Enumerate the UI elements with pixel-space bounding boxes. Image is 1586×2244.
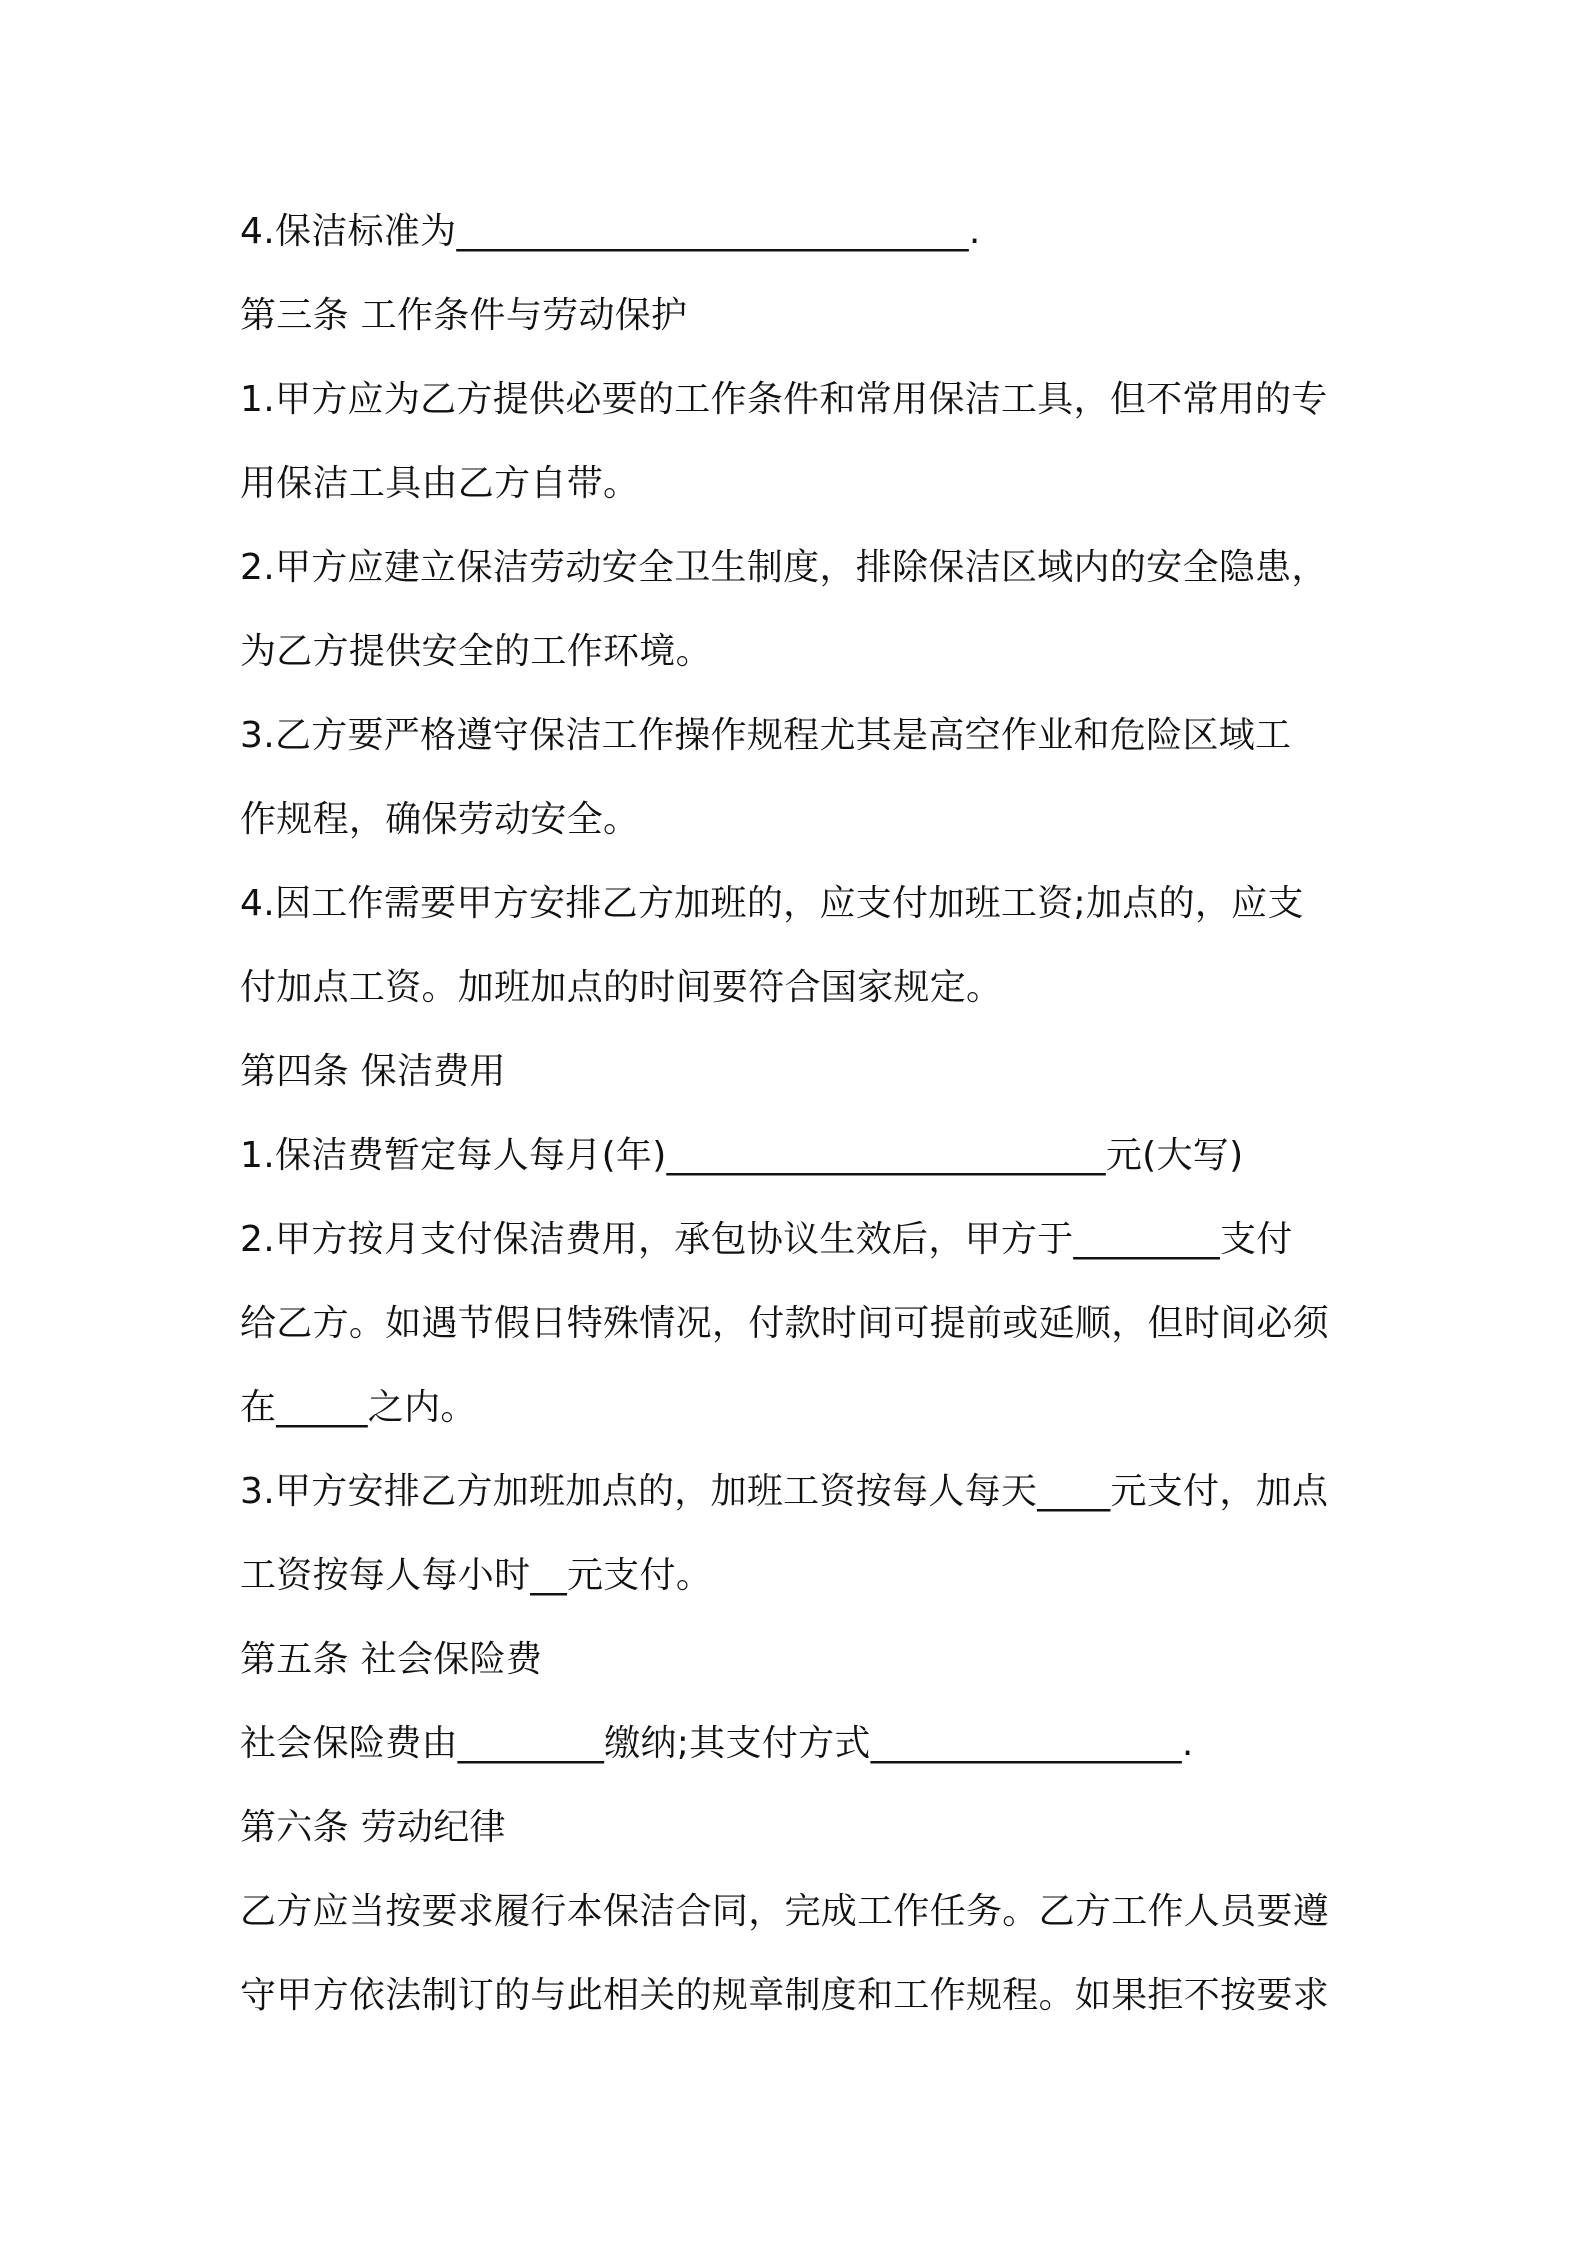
article-6-body-line-1: 乙方应当按要求履行本保洁合同，完成工作任务。乙方工作人员要遵 bbox=[240, 1891, 1330, 1932]
article-4-heading: 第四条 保洁费用 bbox=[240, 1051, 506, 1092]
article-3-item-4-line-2: 付加点工资。加班加点的时间要符合国家规定。 bbox=[240, 967, 1003, 1008]
article-3-item-4-line-1: 4.因工作需要甲方安排乙方加班的，应支付加班工资;加点的，应支 bbox=[240, 883, 1304, 924]
article-4-item-2-line-3: 在_____之内。 bbox=[240, 1387, 477, 1428]
article-4-item-3-line-1: 3.甲方安排乙方加班加点的，加班工资按每人每天____元支付，加点 bbox=[240, 1471, 1329, 1512]
article-4-item-2-line-2: 给乙方。如遇节假日特殊情况，付款时间可提前或延顺，但时间必须 bbox=[240, 1303, 1330, 1344]
article-4-item-2-line-1: 2.甲方按月支付保洁费用，承包协议生效后，甲方于________支付 bbox=[240, 1219, 1293, 1260]
article-3-item-1-line-2: 用保洁工具由乙方自带。 bbox=[240, 463, 640, 504]
article-4-item-1: 1.保洁费暂定每人每月(年)________________________元(大写) bbox=[240, 1135, 1244, 1176]
article-3-item-3-line-2: 作规程，确保劳动安全。 bbox=[240, 799, 640, 840]
article-3-item-2-line-1: 2.甲方应建立保洁劳动安全卫生制度，排除保洁区域内的安全隐患， bbox=[240, 547, 1328, 588]
article-3-item-2-line-2: 为乙方提供安全的工作环境。 bbox=[240, 631, 712, 672]
article-6-heading: 第六条 劳动纪律 bbox=[240, 1807, 506, 1848]
article-3-item-1-line-1: 1.甲方应为乙方提供必要的工作条件和常用保洁工具，但不常用的专 bbox=[240, 379, 1328, 420]
article-5-heading: 第五条 社会保险费 bbox=[240, 1639, 543, 1680]
article-3-heading: 第三条 工作条件与劳动保护 bbox=[240, 295, 688, 336]
clause-2-item-4-cleaning-standard: 4.保洁标准为____________________________. bbox=[240, 211, 981, 252]
article-6-body-line-2: 守甲方依法制订的与此相关的规章制度和工作规程。如果拒不按要求 bbox=[240, 1975, 1330, 2016]
article-4-item-3-line-2: 工资按每人每小时__元支付。 bbox=[240, 1555, 713, 1596]
contract-body bbox=[240, 190, 1360, 2038]
article-5-body: 社会保险费由________缴纳;其支付方式_________________. bbox=[240, 1723, 1194, 1764]
article-3-item-3-line-1: 3.乙方要严格遵守保洁工作操作规程尤其是高空作业和危险区域工 bbox=[240, 715, 1292, 756]
